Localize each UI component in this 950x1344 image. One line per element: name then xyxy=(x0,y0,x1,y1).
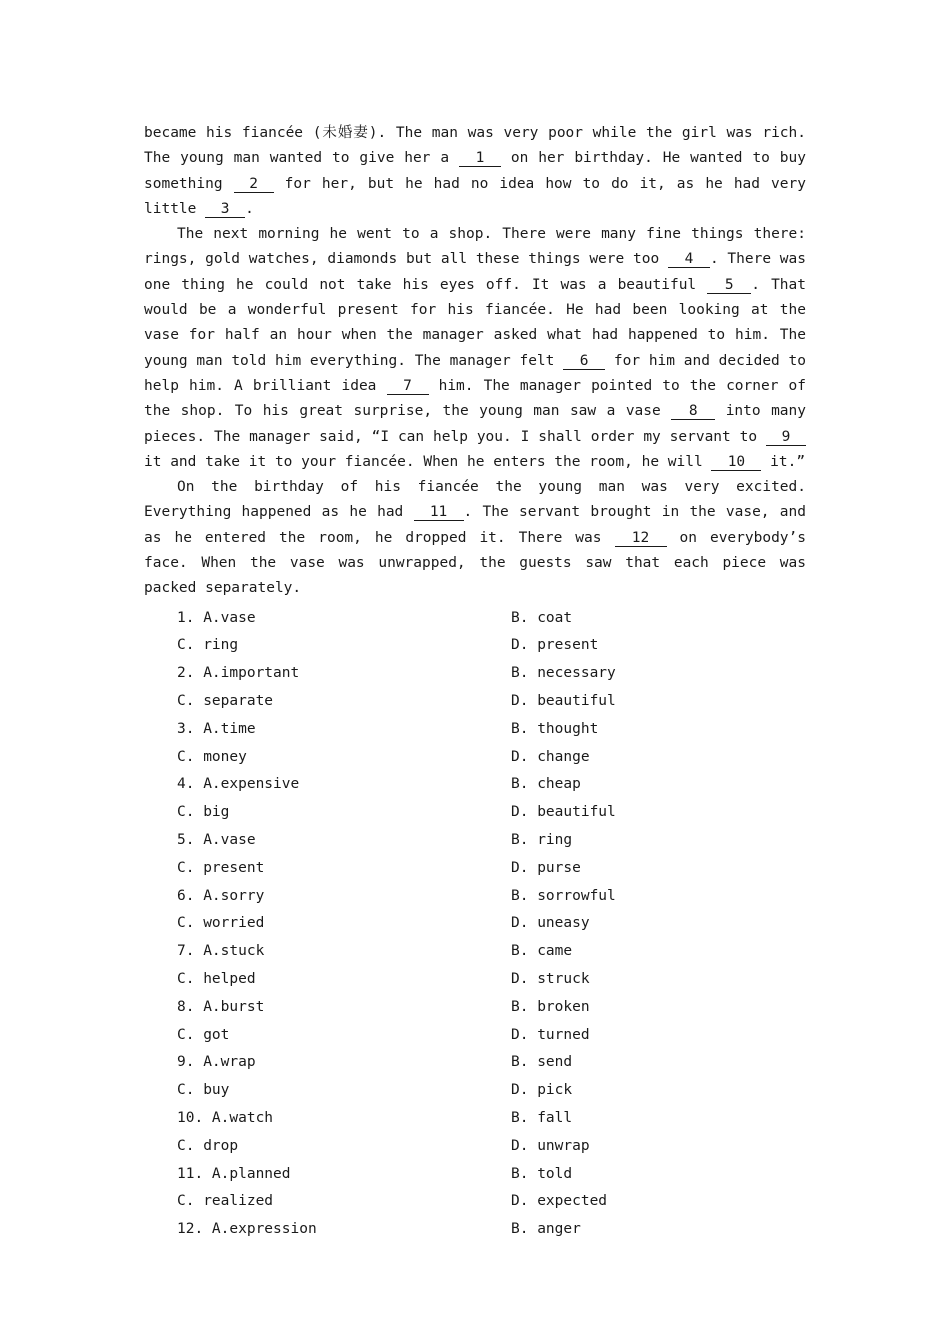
option-left: 4. A.expensive xyxy=(177,776,300,793)
option-right: B. told xyxy=(511,1165,573,1182)
option-left: C. ring xyxy=(177,637,239,654)
option-left: 2. A.important xyxy=(177,665,300,682)
option-row xyxy=(177,1022,806,1050)
option-right: B. sorrowful xyxy=(511,887,616,904)
option-left: C. worried xyxy=(177,915,265,932)
option-row xyxy=(177,688,806,716)
option-row xyxy=(177,883,806,911)
option-left: 7. A.stuck xyxy=(177,943,265,960)
option-right: D. unwrap xyxy=(511,1137,590,1154)
blank-12: 12 xyxy=(615,530,667,547)
option-left: C. big xyxy=(177,804,230,821)
option-left: C. buy xyxy=(177,1082,230,1099)
option-right: D. uneasy xyxy=(511,915,590,932)
option-left: 11. A.planned xyxy=(177,1165,291,1182)
document-page xyxy=(144,121,806,1244)
option-right: D. beautiful xyxy=(511,693,616,710)
option-row xyxy=(177,1188,806,1216)
option-row xyxy=(177,827,806,855)
option-right: B. ring xyxy=(511,832,573,849)
option-left: C. money xyxy=(177,748,247,765)
option-row xyxy=(177,1049,806,1077)
blank-5: 5 xyxy=(707,277,751,294)
option-row xyxy=(177,938,806,966)
option-right: B. cheap xyxy=(511,776,581,793)
option-right: B. fall xyxy=(511,1109,573,1126)
blank-11: 11 xyxy=(414,504,464,521)
blank-7: 7 xyxy=(387,378,429,395)
option-left: C. realized xyxy=(177,1193,274,1210)
option-right: D. present xyxy=(511,637,599,654)
passage-paragraph-3: On the birthday of his fiancée the young man was very excited. Everything happened as he had 11 . The servant brought in the vase, and as he entered the room, he dropped it. There was 12 on everybody’s face. When the vase was unwrapped, the guests saw that each piece was packed separately. xyxy=(144,479,806,597)
blank-4: 4 xyxy=(668,251,710,268)
option-row xyxy=(177,799,806,827)
option-right: D. struck xyxy=(511,971,590,987)
option-right: B. came xyxy=(511,943,573,960)
option-left: 12. A.expression xyxy=(177,1221,317,1238)
option-row xyxy=(177,660,806,688)
blank-9: 9 xyxy=(766,429,806,446)
option-right: B. thought xyxy=(511,720,599,737)
blank-3: 3 xyxy=(205,201,245,218)
option-row xyxy=(177,1105,806,1133)
answer-options xyxy=(144,605,806,1244)
option-left: C. got xyxy=(177,1026,230,1043)
option-row xyxy=(177,605,806,633)
option-left: 5. A.vase xyxy=(177,832,256,849)
option-right: B. necessary xyxy=(511,665,616,682)
option-right: D. pick xyxy=(511,1082,573,1099)
option-right: D. beautiful xyxy=(511,804,616,821)
option-row xyxy=(177,771,806,799)
option-right: B. broken xyxy=(511,998,590,1015)
option-row xyxy=(177,716,806,744)
option-row xyxy=(177,855,806,883)
option-row xyxy=(177,632,806,660)
option-row xyxy=(177,744,806,772)
option-right: D. change xyxy=(511,748,590,765)
chinese-gloss: 未婚妻 xyxy=(321,125,369,141)
blank-8: 8 xyxy=(671,403,715,420)
option-left: 10. A.watch xyxy=(177,1109,274,1126)
option-right: B. send xyxy=(511,1054,573,1071)
option-left: 9. A.wrap xyxy=(177,1054,256,1071)
option-left: C. separate xyxy=(177,693,274,710)
option-row xyxy=(177,1216,806,1244)
option-left: 1. A.vase xyxy=(177,609,256,626)
option-row xyxy=(177,966,806,994)
option-row xyxy=(177,1133,806,1161)
option-left: C. drop xyxy=(177,1137,239,1154)
option-right: B. anger xyxy=(511,1221,581,1238)
option-left: 3. A.time xyxy=(177,720,256,737)
option-right: D. purse xyxy=(511,859,581,876)
option-right: D. expected xyxy=(511,1193,608,1210)
option-left: C. present xyxy=(177,859,265,876)
passage-paragraph-2: The next morning he went to a shop. There were many fine things there: rings, gold watches, diamonds but all these things were too 4 . There was one thing he could not take his eyes off. It was a beautiful 5 . That would be a wonderful present for his fiancée. He had been looking at the vase for half an hour when the manager asked what had happened to him. The young man told him everything. The manager felt 6 for him and decided to help him. A brilliant idea 7 him. The manager pointed to the corner of the shop. To his great surprise, the young man saw a vase 8 into many pieces. The manager said, “I can help you. I shall order my servant to 9 it and take it to your fiancée. When he enters the room, he will 10 it.” xyxy=(144,226,807,470)
option-row xyxy=(177,910,806,938)
option-left: 8. A.burst xyxy=(177,998,265,1015)
option-row xyxy=(177,994,806,1022)
option-row xyxy=(177,1077,806,1105)
blank-2: 2 xyxy=(234,176,274,193)
passage-paragraph-1: became his fiancée (未婚妻). The man was very poor while the girl was rich. The young man wanted to give her a 1 on her birthday. He wanted to buy something 2 for her, but he had no idea how to do it, as he had very little 3 . xyxy=(144,125,806,217)
option-left: C. helped xyxy=(177,971,256,987)
blank-6: 6 xyxy=(563,353,605,370)
blank-1: 1 xyxy=(459,150,501,167)
blank-10: 10 xyxy=(711,454,761,471)
option-row xyxy=(177,1161,806,1189)
option-left: 6. A.sorry xyxy=(177,887,265,904)
option-right: D. turned xyxy=(511,1026,590,1043)
option-right: B. coat xyxy=(511,609,573,626)
